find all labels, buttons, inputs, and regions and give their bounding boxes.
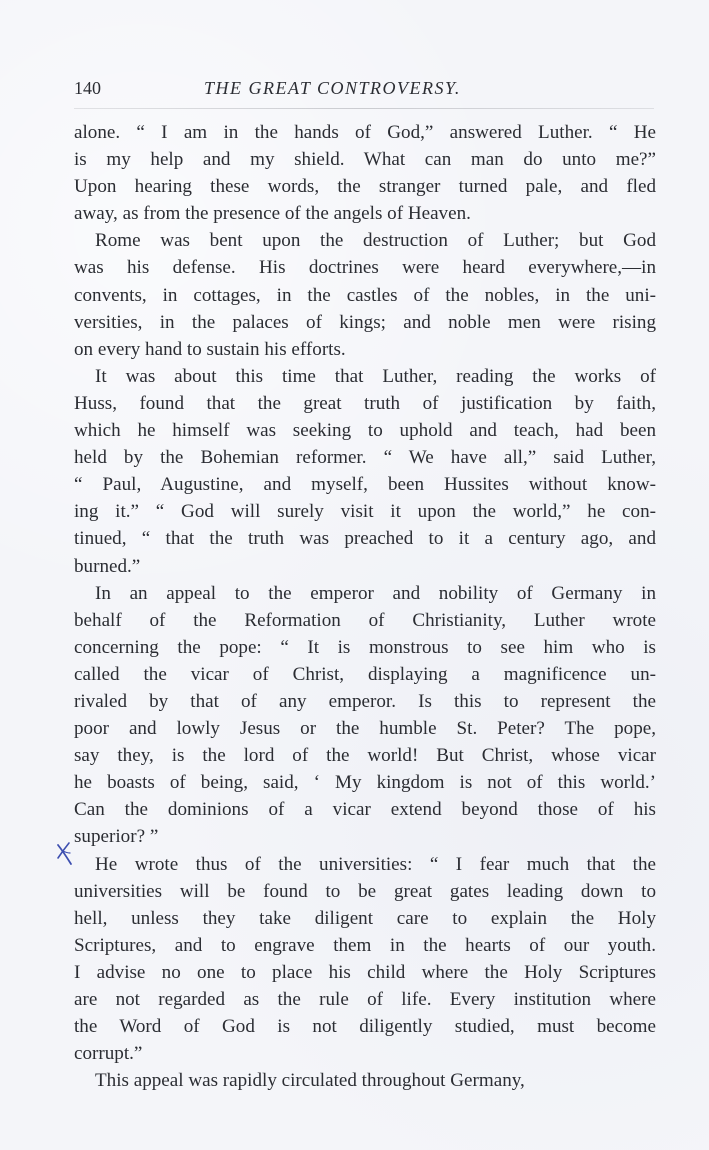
page-number: 140 (74, 78, 101, 98)
text-line: poor and lowly Jesus or the humble St. Peter? The pope, (74, 718, 656, 740)
pencil-x-icon (53, 840, 77, 868)
paragraph-start-line: It was about this time that Luther, reading the works of (95, 365, 656, 387)
text-line: called the vicar of Christ, displaying a magnificence un- (74, 663, 656, 685)
text-line: “ Paul, Augustine, and myself, been Hussites without know- (74, 474, 656, 496)
text-line: superior? ” (74, 826, 159, 848)
text-line: concerning the pope: “ It is monstrous to see him who is (74, 636, 656, 658)
text-line: the Word of God is not diligently studied, must become (74, 1016, 656, 1038)
text-line: I advise no one to place his child where the Holy Scriptures (74, 961, 656, 983)
text-line: away, as from the presence of the angels of Heaven. (74, 203, 471, 225)
text-line: behalf of the Reformation of Christianity, Luther wrote (74, 609, 656, 631)
text-line: alone. “ I am in the hands of God,” answered Luther. “ He (74, 122, 656, 143)
paragraph-start-line: In an appeal to the emperor and nobility of Germany in (95, 582, 656, 604)
text-line: held by the Bohemian reformer. “ We have all,” said Luther, (74, 447, 656, 469)
body-text (74, 119, 656, 1094)
text-line: say they, is the lord of the world! But Christ, whose vicar (74, 745, 656, 767)
text-line: universities will be found to be great gates leading down to (74, 880, 656, 902)
text-line: on every hand to sustain his efforts. (74, 338, 346, 360)
text-line: convents, in cottages, in the castles of the nobles, in the uni- (74, 284, 656, 306)
text-line: burned.” (74, 555, 141, 577)
text-line: is my help and my shield. What can man do unto me?” (74, 149, 656, 171)
text-line: versities, in the palaces of kings; and noble men were rising (74, 311, 656, 333)
text-line: corrupt.” (74, 1043, 143, 1065)
text-line: Huss, found that the great truth of justification by faith, (74, 392, 656, 414)
text-line: he boasts of being, said, ‘ My kingdom is not of this world.’ (74, 772, 656, 794)
text-line: hell, unless they take diligent care to explain the Holy (74, 907, 656, 929)
text-line: tinued, “ that the truth was preached to it a century ago, and (74, 528, 656, 550)
text-line: Can the dominions of a vicar extend beyond those of his (74, 799, 656, 821)
text-line: was his defense. His doctrines were heard everywhere,—in (74, 257, 656, 279)
text-line: ing it.” “ God will surely visit it upon the world,” he con- (74, 501, 656, 523)
text-line: Scriptures, and to engrave them in the hearts of our youth. (74, 934, 656, 956)
text-line: which he himself was seeking to uphold and teach, had been (74, 420, 656, 442)
text-line: are not regarded as the rule of life. Every institution where (74, 989, 656, 1010)
running-head (74, 75, 654, 101)
paragraph-start-line: He wrote thus of the universities: “ I fear much that the (95, 853, 656, 875)
header-rule (74, 108, 654, 109)
text-line: rivaled by that of any emperor. Is this to represent the (74, 690, 656, 712)
paragraph-start-line: Rome was bent upon the destruction of Luther; but God (95, 230, 656, 252)
paragraph-start-line: This appeal was rapidly circulated throughout Germany, (95, 1070, 525, 1092)
running-title: THE GREAT CONTROVERSY. (204, 78, 461, 98)
text-line: Upon hearing these words, the stranger turned pale, and fled (74, 176, 656, 198)
